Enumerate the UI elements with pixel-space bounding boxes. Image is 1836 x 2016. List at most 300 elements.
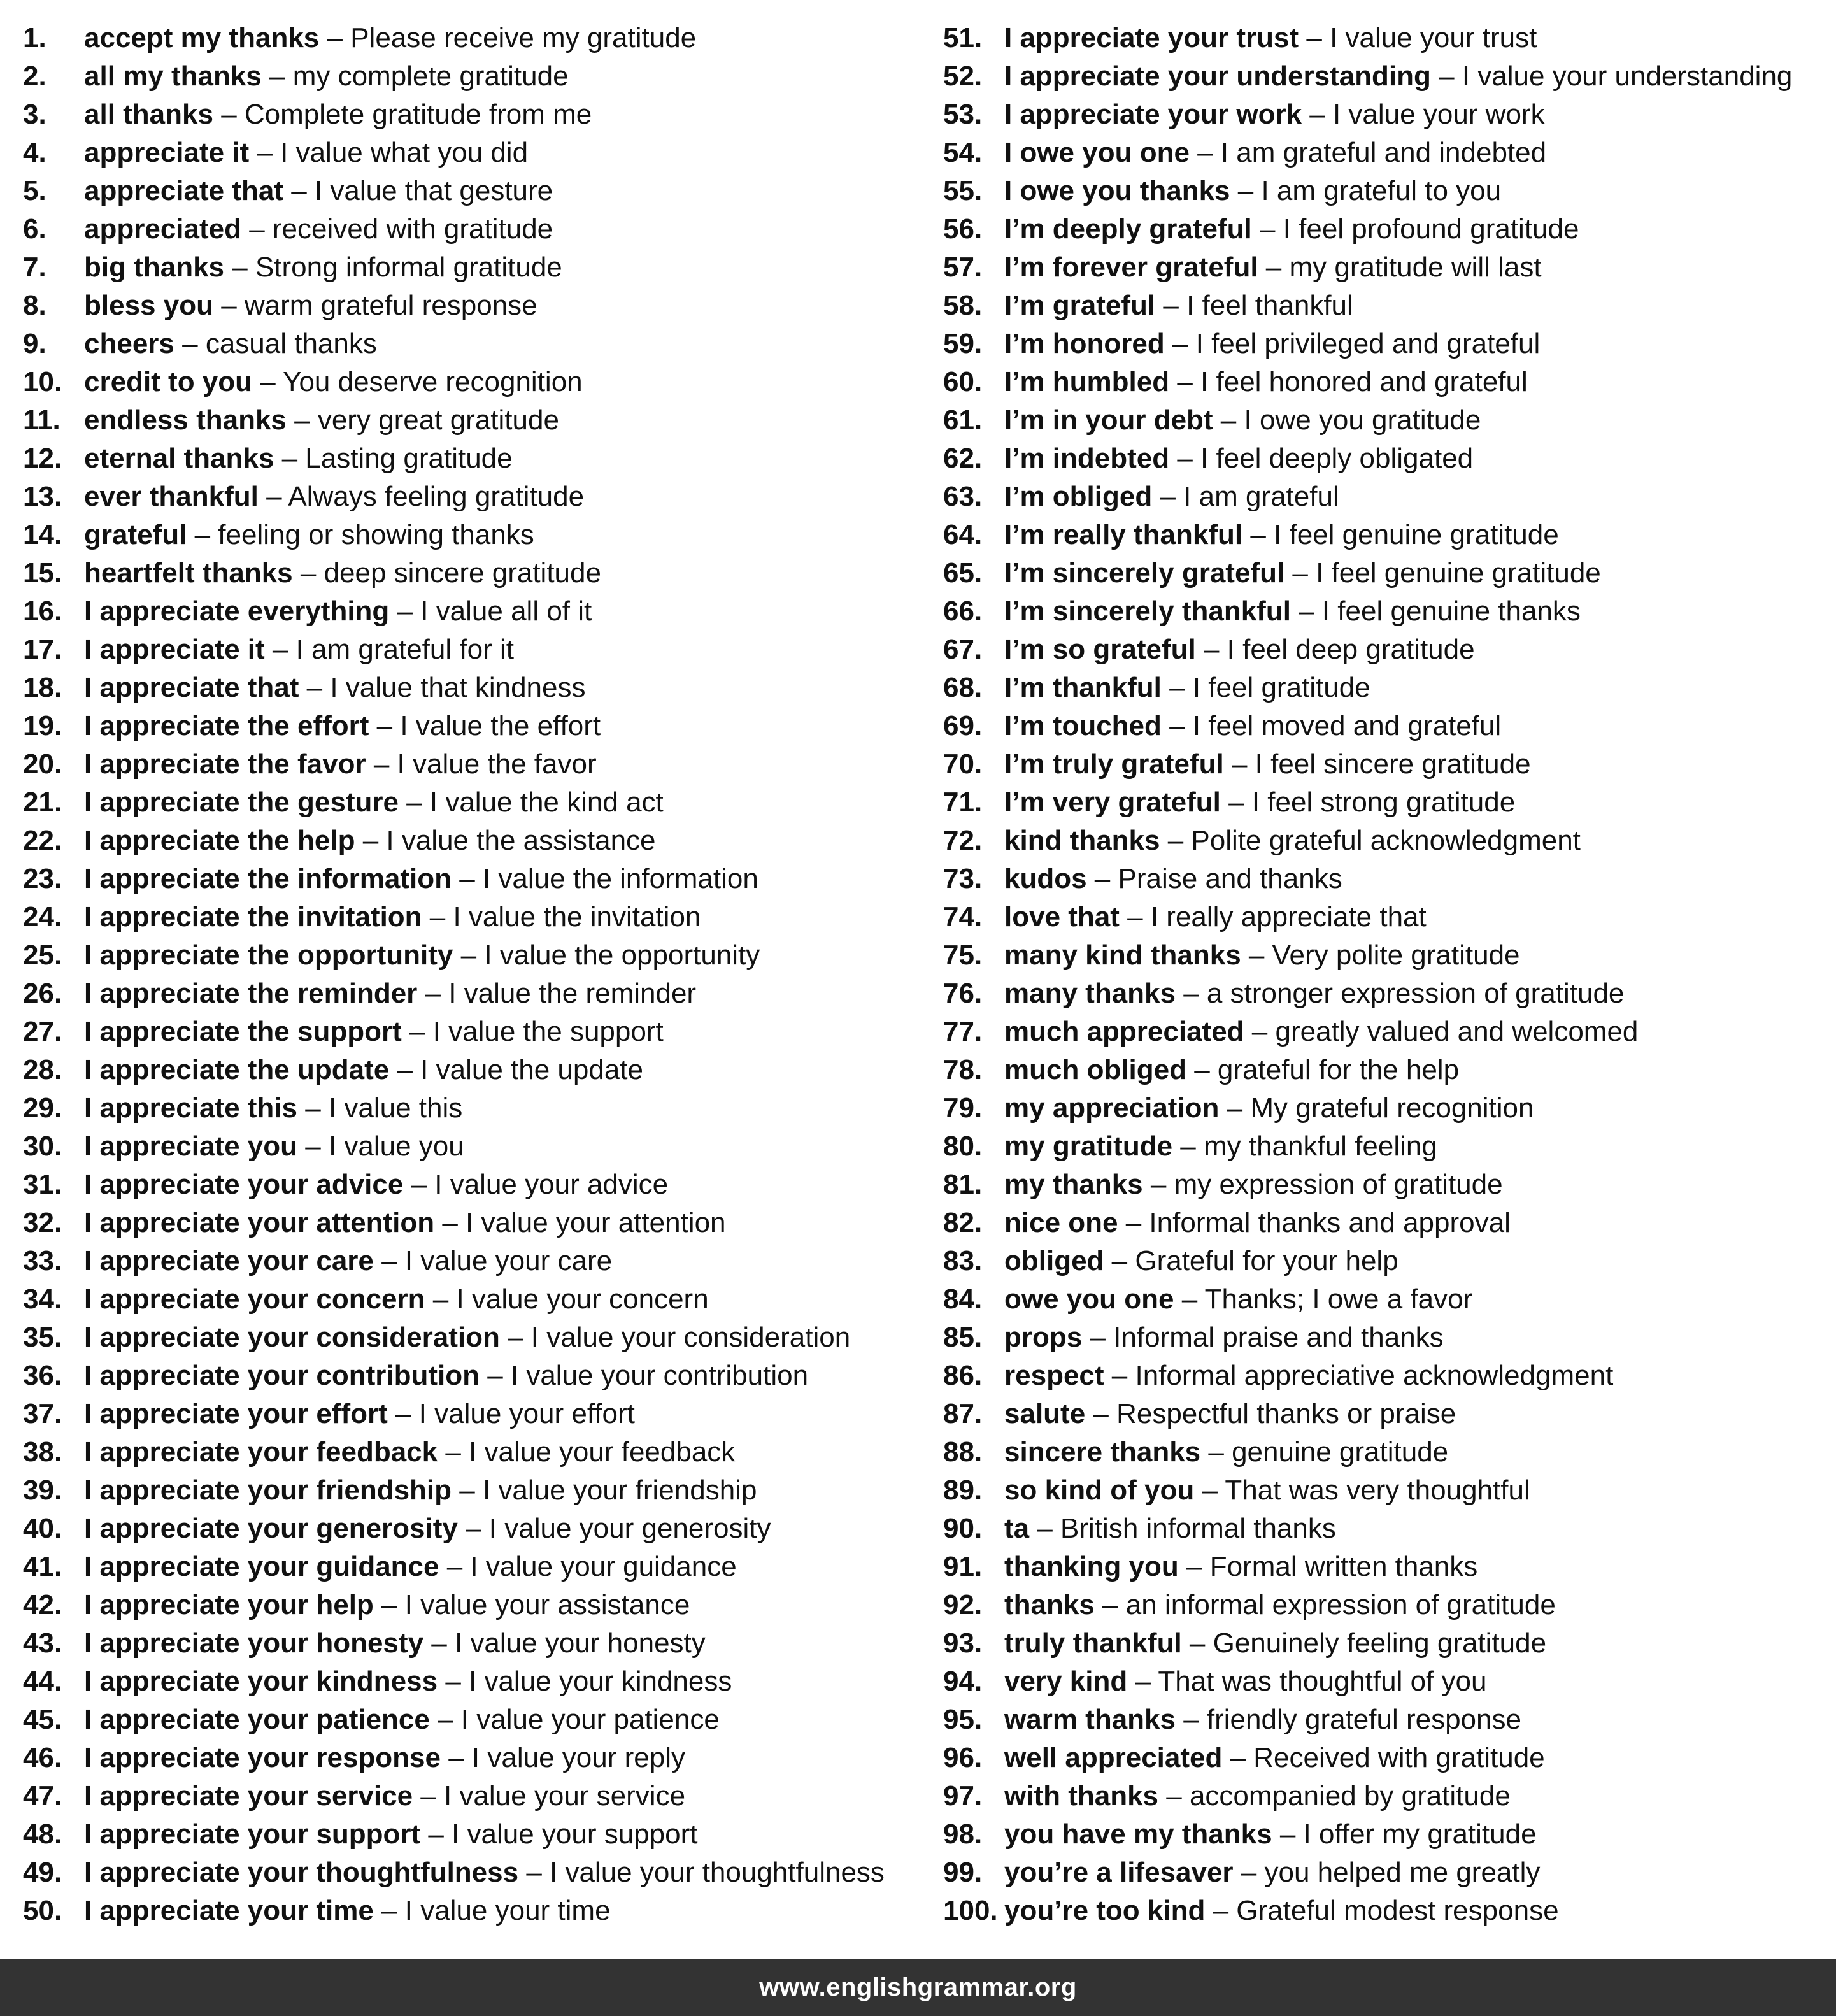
item-number: 89.	[943, 1475, 983, 1506]
item-term: I appreciate the opportunity	[84, 940, 453, 971]
item-term: I appreciate the help	[84, 825, 355, 856]
item-separator: –	[434, 1207, 466, 1238]
item-number: 50.	[23, 1895, 62, 1926]
item-text	[84, 1662, 732, 1701]
item-term: I appreciate your guidance	[84, 1551, 439, 1582]
item-separator: –	[1174, 1283, 1205, 1315]
item-term: I appreciate your generosity	[84, 1513, 458, 1544]
item-definition: I feel moved and grateful	[1192, 710, 1502, 741]
item-separator: –	[1104, 1245, 1135, 1276]
item-definition: casual thanks	[205, 328, 377, 359]
item-number: 47.	[23, 1780, 62, 1812]
list-item	[23, 783, 927, 822]
item-number: 30.	[23, 1131, 62, 1162]
item-separator: –	[1195, 634, 1227, 665]
item-separator: –	[1186, 1054, 1218, 1085]
item-number: 56.	[943, 213, 983, 245]
item-definition: I value your service	[443, 1780, 686, 1812]
list-item	[943, 1319, 1835, 1357]
list-item	[943, 172, 1835, 210]
item-separator: –	[1194, 1475, 1225, 1506]
item-text	[84, 440, 513, 478]
list-item	[23, 1662, 927, 1701]
item-term: eternal thanks	[84, 443, 274, 474]
item-term: all thanks	[84, 99, 213, 130]
item-number: 11.	[23, 404, 60, 436]
item-term: I appreciate your advice	[84, 1169, 404, 1200]
item-text	[84, 1089, 462, 1127]
list-item	[943, 57, 1835, 96]
item-number: 87.	[943, 1398, 983, 1429]
item-text	[84, 975, 696, 1013]
item-number: 59.	[943, 328, 983, 359]
item-term: accept my thanks	[84, 22, 320, 54]
list-item	[23, 1548, 927, 1586]
item-text	[84, 1280, 709, 1319]
item-number: 29.	[23, 1092, 62, 1124]
item-definition: That was very thoughtful	[1225, 1475, 1530, 1506]
item-separator: –	[1200, 1436, 1232, 1468]
list-item	[23, 1357, 927, 1395]
item-term: I’m truly grateful	[1004, 748, 1224, 780]
item-definition: I value the favor	[397, 748, 597, 780]
item-separator: –	[1251, 213, 1283, 245]
item-term: all my thanks	[84, 61, 262, 92]
list-item	[23, 96, 927, 134]
item-definition: I feel deep gratitude	[1227, 634, 1475, 665]
item-number: 21.	[23, 787, 62, 818]
list-item	[943, 134, 1835, 172]
item-text	[1004, 1892, 1559, 1930]
list-item	[943, 1815, 1835, 1854]
item-separator: –	[1189, 137, 1221, 168]
item-separator: –	[452, 1475, 483, 1506]
item-text	[84, 707, 601, 745]
list-item	[23, 1166, 927, 1204]
item-definition: I value your thoughtfulness	[550, 1857, 885, 1888]
item-number: 53.	[943, 99, 983, 130]
list-item	[23, 1127, 927, 1166]
item-definition: I value that kindness	[330, 672, 586, 703]
item-definition: I value all of it	[420, 596, 592, 627]
item-term: I’m indebted	[1004, 443, 1170, 474]
list-item	[23, 516, 927, 554]
item-definition: I feel honored and grateful	[1200, 366, 1528, 397]
item-text	[84, 1051, 643, 1089]
item-number: 26.	[23, 978, 62, 1009]
list-item	[23, 1701, 927, 1739]
item-separator: –	[1302, 99, 1333, 130]
item-number: 32.	[23, 1207, 62, 1238]
item-term: respect	[1004, 1360, 1104, 1391]
item-number: 25.	[23, 940, 62, 971]
item-text	[84, 1319, 850, 1357]
item-separator: –	[299, 672, 331, 703]
item-text	[84, 516, 534, 554]
item-text	[1004, 1395, 1456, 1433]
item-term: I appreciate your honesty	[84, 1627, 424, 1659]
item-term: I appreciate your help	[84, 1589, 374, 1620]
list-item	[943, 363, 1835, 401]
item-separator: –	[1230, 175, 1262, 206]
item-definition: very great gratitude	[317, 404, 559, 436]
item-definition: I feel genuine gratitude	[1316, 557, 1601, 589]
list-item	[943, 669, 1835, 707]
item-text	[1004, 592, 1581, 631]
item-definition: I value your friendship	[482, 1475, 757, 1506]
list-item	[943, 1510, 1835, 1548]
item-number: 45.	[23, 1704, 62, 1735]
item-term: grateful	[84, 519, 187, 550]
item-definition: my gratitude will last	[1289, 252, 1542, 283]
item-definition: I value the information	[482, 863, 758, 894]
footer-banner	[0, 1959, 1836, 2016]
list-item	[943, 478, 1835, 516]
item-number: 35.	[23, 1322, 62, 1353]
item-number: 19.	[23, 710, 62, 741]
item-definition: I value your patience	[460, 1704, 720, 1735]
item-term: I’m obliged	[1004, 481, 1153, 512]
item-definition: I value your concern	[456, 1283, 709, 1315]
list-item	[23, 172, 927, 210]
list-item	[943, 1204, 1835, 1242]
item-separator: –	[1430, 61, 1462, 92]
list-item	[23, 745, 927, 783]
item-definition: I value your contribution	[510, 1360, 809, 1391]
item-definition: Complete gratitude from me	[244, 99, 592, 130]
item-text	[84, 1166, 668, 1204]
item-term: love that	[1004, 901, 1120, 933]
item-term: I’m honored	[1004, 328, 1165, 359]
item-definition: accompanied by gratitude	[1189, 1780, 1511, 1812]
item-definition: I value the effort	[400, 710, 601, 741]
item-separator: –	[518, 1857, 550, 1888]
item-text	[84, 210, 553, 248]
list-item	[943, 936, 1835, 975]
item-text	[84, 554, 601, 592]
item-separator: –	[1094, 1589, 1126, 1620]
item-term: I’m forever grateful	[1004, 252, 1258, 283]
item-definition: I value your understanding	[1462, 61, 1793, 92]
item-separator: –	[292, 557, 324, 589]
list-item	[943, 1166, 1835, 1204]
list-item	[23, 1013, 927, 1051]
item-definition: I value the update	[420, 1054, 643, 1085]
item-term: kudos	[1004, 863, 1087, 894]
item-text	[84, 1127, 464, 1166]
item-separator: –	[439, 1551, 471, 1582]
item-separator: –	[1104, 1360, 1135, 1391]
item-text	[84, 1777, 685, 1815]
list-item	[943, 1854, 1835, 1892]
item-term: I appreciate everything	[84, 596, 390, 627]
item-definition: I value your guidance	[470, 1551, 737, 1582]
item-number: 37.	[23, 1398, 62, 1429]
item-text	[84, 669, 586, 707]
item-term: ta	[1004, 1513, 1030, 1544]
item-term: so kind of you	[1004, 1475, 1195, 1506]
item-definition: Received with gratitude	[1253, 1742, 1545, 1773]
item-definition: I feel genuine gratitude	[1274, 519, 1559, 550]
item-number: 18.	[23, 672, 62, 703]
item-term: cheers	[84, 328, 174, 359]
item-separator: –	[252, 366, 283, 397]
item-separator: –	[1118, 1207, 1149, 1238]
item-definition: warm grateful response	[244, 290, 537, 321]
item-separator: –	[373, 1895, 405, 1926]
item-text	[1004, 631, 1475, 669]
item-text	[84, 401, 559, 440]
item-definition: I feel genuine thanks	[1321, 596, 1581, 627]
item-separator: –	[249, 137, 281, 168]
item-term: you’re too kind	[1004, 1895, 1206, 1926]
item-term: obliged	[1004, 1245, 1104, 1276]
item-definition: feeling or showing thanks	[218, 519, 534, 550]
item-separator: –	[373, 1245, 405, 1276]
item-separator: –	[1086, 863, 1118, 894]
item-separator: –	[1175, 978, 1207, 1009]
item-definition: I value your support	[452, 1819, 698, 1850]
list-item	[23, 1510, 927, 1548]
item-text	[84, 248, 562, 287]
item-term: I appreciate your time	[84, 1895, 374, 1926]
item-term: credit to you	[84, 366, 253, 397]
item-definition: Thanks; I owe a favor	[1204, 1283, 1473, 1315]
item-text	[1004, 1701, 1521, 1739]
list-item	[943, 707, 1835, 745]
item-definition: I really appreciate that	[1150, 901, 1427, 933]
list-item	[23, 898, 927, 936]
item-term: I appreciate that	[84, 672, 299, 703]
item-number: 76.	[943, 978, 983, 1009]
item-definition: my thankful feeling	[1203, 1131, 1437, 1162]
list-item	[23, 1892, 927, 1930]
item-term: you have my thanks	[1004, 1819, 1272, 1850]
item-number: 31.	[23, 1169, 62, 1200]
item-text	[1004, 1357, 1613, 1395]
item-definition: I value your reply	[471, 1742, 685, 1773]
item-definition: I value your attention	[466, 1207, 726, 1238]
item-separator: –	[422, 901, 453, 933]
item-number: 92.	[943, 1589, 983, 1620]
item-number: 28.	[23, 1054, 62, 1085]
item-number: 68.	[943, 672, 983, 703]
item-number: 79.	[943, 1092, 983, 1124]
item-text	[1004, 1662, 1486, 1701]
item-number: 23.	[23, 863, 62, 894]
item-number: 5.	[23, 175, 46, 206]
item-text	[84, 172, 553, 210]
list-item	[943, 19, 1835, 57]
item-separator: –	[499, 1322, 531, 1353]
item-term: I appreciate your friendship	[84, 1475, 452, 1506]
list-item	[943, 325, 1835, 363]
item-separator: –	[224, 252, 255, 283]
item-text	[84, 898, 701, 936]
item-term: I appreciate your feedback	[84, 1436, 438, 1468]
item-definition: I feel sincere gratitude	[1255, 748, 1531, 780]
item-separator: –	[387, 1398, 419, 1429]
item-separator: –	[1219, 1092, 1251, 1124]
list-item	[943, 1242, 1835, 1280]
list-item	[23, 401, 927, 440]
item-text	[84, 1433, 735, 1471]
item-text	[1004, 248, 1542, 287]
list-item	[943, 1433, 1835, 1471]
item-definition: I feel strong gratitude	[1251, 787, 1516, 818]
item-text	[84, 592, 592, 631]
item-separator: –	[274, 443, 306, 474]
item-text	[1004, 936, 1520, 975]
item-number: 86.	[943, 1360, 983, 1391]
item-text	[1004, 1777, 1511, 1815]
item-separator: –	[1158, 1780, 1190, 1812]
item-term: appreciated	[84, 213, 241, 245]
item-number: 51.	[943, 22, 983, 54]
item-term: warm thanks	[1004, 1704, 1176, 1735]
item-definition: British informal thanks	[1060, 1513, 1336, 1544]
item-number: 41.	[23, 1551, 62, 1582]
list-item	[943, 1089, 1835, 1127]
item-text	[1004, 1242, 1398, 1280]
item-separator: –	[1178, 1551, 1210, 1582]
item-text	[84, 1395, 635, 1433]
item-term: very kind	[1004, 1666, 1128, 1697]
item-term: I appreciate your work	[1004, 99, 1302, 130]
item-term: many thanks	[1004, 978, 1176, 1009]
item-number: 10.	[23, 366, 62, 397]
list-item	[23, 707, 927, 745]
item-number: 82.	[943, 1207, 983, 1238]
list-item	[943, 860, 1835, 898]
item-text	[1004, 1089, 1534, 1127]
list-item	[23, 1739, 927, 1777]
list-item	[943, 783, 1835, 822]
item-text	[84, 783, 664, 822]
item-separator: –	[479, 1360, 511, 1391]
item-text	[1004, 172, 1501, 210]
item-term: I appreciate it	[84, 634, 265, 665]
item-definition: I feel profound gratitude	[1283, 213, 1579, 245]
item-definition: I value your care	[404, 1245, 613, 1276]
item-separator: –	[373, 1589, 405, 1620]
item-number: 95.	[943, 1704, 983, 1735]
item-term: I appreciate you	[84, 1131, 298, 1162]
item-term: I appreciate the information	[84, 863, 452, 894]
item-definition: Always feeling gratitude	[288, 481, 585, 512]
list-item	[943, 1280, 1835, 1319]
item-number: 16.	[23, 596, 62, 627]
list-item	[943, 210, 1835, 248]
item-text	[84, 631, 514, 669]
item-definition: I feel privileged and grateful	[1195, 328, 1541, 359]
list-item	[943, 1357, 1835, 1395]
item-definition: I value your kindness	[469, 1666, 732, 1697]
item-separator: –	[261, 61, 293, 92]
list-item	[943, 1624, 1835, 1662]
item-separator: –	[403, 1169, 435, 1200]
item-separator: –	[1284, 557, 1316, 589]
list-item	[23, 363, 927, 401]
item-definition: an informal expression of gratitude	[1125, 1589, 1556, 1620]
item-number: 85.	[943, 1322, 983, 1353]
item-definition: friendly grateful response	[1206, 1704, 1521, 1735]
item-term: I’m so grateful	[1004, 634, 1196, 665]
item-definition: I value what you did	[280, 137, 529, 168]
item-definition: Very polite gratitude	[1272, 940, 1520, 971]
website-link[interactable]: www.englishgrammar.org	[759, 1973, 1077, 2001]
item-text	[84, 1586, 690, 1624]
item-term: I’m very grateful	[1004, 787, 1221, 818]
item-definition: I offer my gratitude	[1303, 1819, 1537, 1850]
item-term: big thanks	[84, 252, 225, 283]
item-term: I’m thankful	[1004, 672, 1162, 703]
item-text	[1004, 1433, 1448, 1471]
item-separator: –	[420, 1819, 452, 1850]
item-term: you’re a lifesaver	[1004, 1857, 1234, 1888]
item-separator: –	[1164, 328, 1196, 359]
list-item	[23, 1242, 927, 1280]
list-item	[943, 516, 1835, 554]
list-item	[943, 1701, 1835, 1739]
item-text	[84, 1701, 720, 1739]
list-item	[943, 1892, 1835, 1930]
item-number: 38.	[23, 1436, 62, 1468]
list-item	[23, 1854, 927, 1892]
item-term: bless you	[84, 290, 213, 321]
item-text	[1004, 516, 1559, 554]
item-term: I appreciate your service	[84, 1780, 413, 1812]
item-number: 2.	[23, 61, 46, 92]
item-text	[1004, 96, 1545, 134]
item-separator: –	[366, 748, 397, 780]
item-separator: –	[1299, 22, 1330, 54]
item-text	[1004, 1739, 1545, 1777]
item-number: 40.	[23, 1513, 62, 1544]
item-definition: I value your trust	[1330, 22, 1537, 54]
item-number: 3.	[23, 99, 46, 130]
item-definition: my expression of gratitude	[1174, 1169, 1503, 1200]
item-term: I appreciate your thoughtfulness	[84, 1857, 519, 1888]
item-text	[1004, 1624, 1546, 1662]
item-term: I appreciate the support	[84, 1016, 402, 1047]
item-text	[1004, 707, 1501, 745]
item-text	[1004, 134, 1546, 172]
item-separator: –	[1155, 290, 1187, 321]
item-number: 61.	[943, 404, 983, 436]
item-definition: I am grateful	[1183, 481, 1339, 512]
item-number: 75.	[943, 940, 983, 971]
item-separator: –	[1233, 1857, 1265, 1888]
item-text	[1004, 57, 1792, 96]
item-definition: I value the invitation	[453, 901, 701, 933]
item-number: 77.	[943, 1016, 983, 1047]
item-term: I appreciate your consideration	[84, 1322, 500, 1353]
item-definition: That was thoughtful of you	[1158, 1666, 1487, 1697]
item-term: endless thanks	[84, 404, 287, 436]
item-number: 97.	[943, 1780, 983, 1812]
item-text	[1004, 745, 1531, 783]
item-text	[1004, 1204, 1511, 1242]
item-term: thanks	[1004, 1589, 1095, 1620]
item-text	[1004, 822, 1581, 860]
item-number: 9.	[23, 328, 46, 359]
item-number: 52.	[943, 61, 983, 92]
item-separator: –	[1242, 519, 1274, 550]
item-term: I appreciate your attention	[84, 1207, 435, 1238]
list-item	[23, 936, 927, 975]
item-definition: Grateful for your help	[1135, 1245, 1398, 1276]
